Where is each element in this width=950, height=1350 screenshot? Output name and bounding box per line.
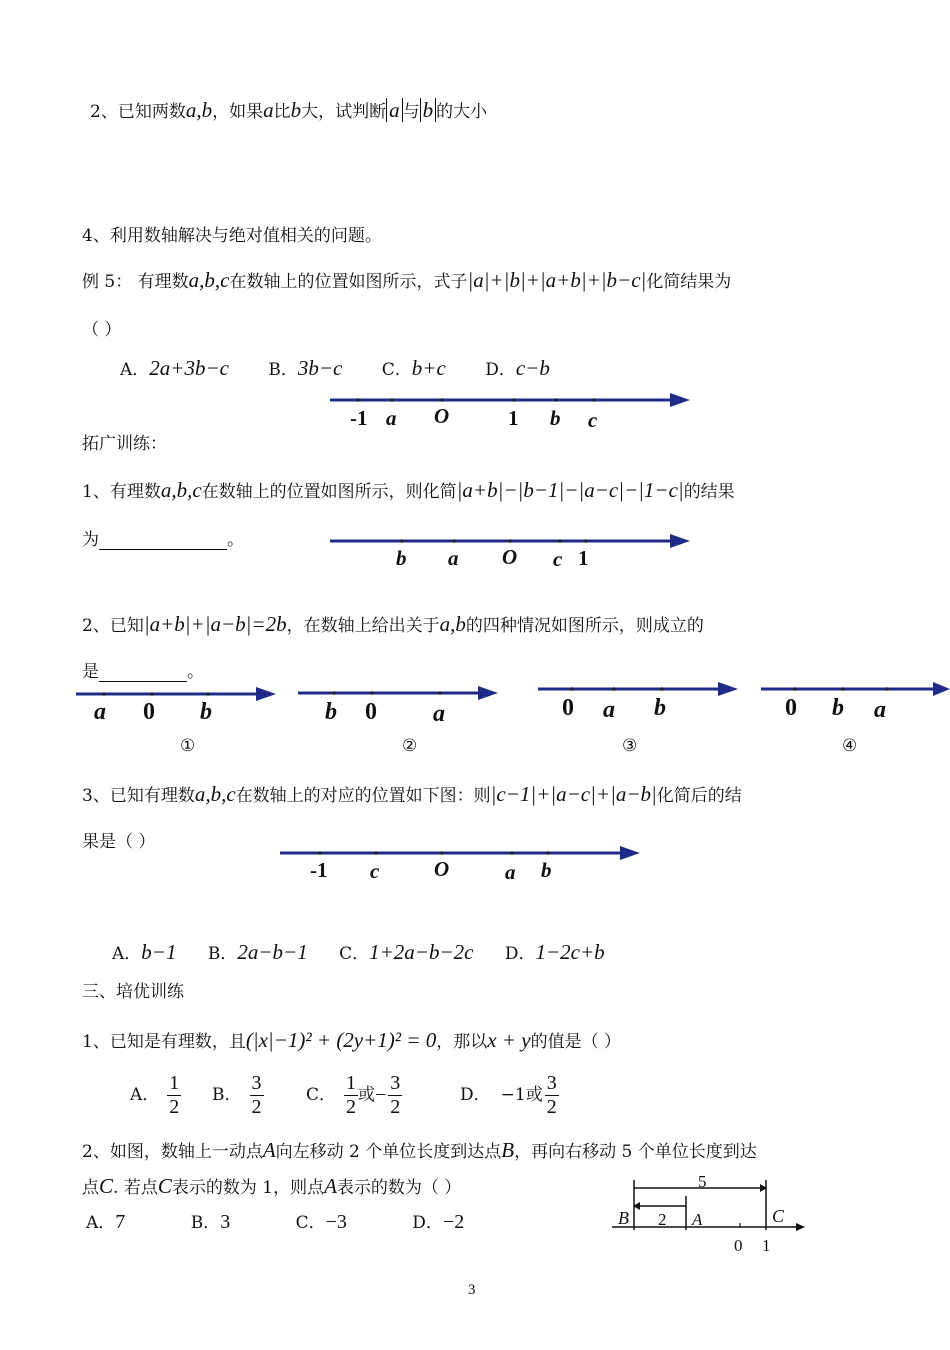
example-5-paren: （ ） bbox=[82, 320, 122, 340]
axis-label: b bbox=[200, 699, 212, 725]
axis-label: b bbox=[541, 858, 552, 882]
axis-label: b bbox=[396, 546, 407, 570]
axis-label: a bbox=[505, 860, 516, 884]
q2-line2: 是 。 bbox=[82, 662, 204, 682]
axis-label: a bbox=[94, 699, 106, 725]
problem-2-text: 2、已知两数a,b，如果a比b大，试判断 a 与 b 的大小 bbox=[90, 98, 488, 122]
option-number: ③ bbox=[622, 736, 638, 756]
figure-label: B bbox=[618, 1208, 629, 1228]
q3-line2: 果是（ ） bbox=[82, 832, 156, 852]
axis-label: a bbox=[386, 406, 397, 430]
axis-label: b bbox=[325, 699, 337, 725]
figure-label: 2 bbox=[658, 1210, 667, 1229]
axis-label: 0 bbox=[562, 695, 574, 721]
t1-text: 1、已知是有理数，且(|x|−1)² + (2y+1)² = 0，那以x + y的值是（ ） bbox=[82, 1028, 621, 1052]
figure-label: 0 bbox=[734, 1236, 743, 1255]
example-5-text: 例 5： 有理数a,b,c在数轴上的位置如图所示，式子|a|+|b|+|a+b|+|b−c|化简结果为 bbox=[82, 268, 732, 292]
axis-label: a bbox=[448, 546, 459, 570]
axis-label: a bbox=[603, 697, 615, 723]
axis-label: O bbox=[434, 857, 450, 881]
axis-label: c bbox=[553, 547, 563, 571]
q1-line2: 为 。 bbox=[82, 530, 244, 550]
t2-options: A．7 B．3 C．−3 D．−2 bbox=[86, 1211, 465, 1233]
axis-label: 0 bbox=[365, 699, 377, 725]
figure-label: 1 bbox=[762, 1236, 771, 1255]
t2-line1: 2、如图，数轴上一动点A向左移动 2 个单位长度到达点B，再向右移动 5 个单位长度到达 bbox=[82, 1138, 757, 1162]
page-number: 3 bbox=[468, 1282, 476, 1298]
axis-label: -1 bbox=[310, 858, 328, 882]
q2-number-line-1 bbox=[76, 684, 278, 704]
section-3-title: 三、培优训练 bbox=[82, 982, 184, 1002]
extension-title: 拓广训练： bbox=[82, 434, 167, 454]
axis-label: 0 bbox=[785, 695, 797, 721]
axis-label: 1 bbox=[578, 546, 589, 570]
axis-label: a bbox=[433, 701, 445, 727]
answer-blank[interactable] bbox=[99, 664, 187, 682]
q2-text: 2、已知|a+b|+|a−b|=2b，在数轴上给出关于a,b的四种情况如图所示，则成立的 bbox=[82, 612, 704, 636]
t1-option-c: C． 1 2 或 − 3 2 bbox=[306, 1072, 401, 1118]
q1-text: 1、有理数a,b,c在数轴上的位置如图所示，则化简|a+b|−|b−1|−|a−c|−|1−c|的结果 bbox=[82, 478, 735, 502]
axis-label: c bbox=[370, 859, 380, 883]
figure-label: C bbox=[772, 1206, 785, 1226]
axis-label: b bbox=[550, 406, 561, 430]
option-number: ① bbox=[180, 736, 196, 756]
axis-label: c bbox=[588, 408, 598, 432]
axis-label: b bbox=[654, 695, 666, 721]
axis-label: O bbox=[502, 545, 518, 569]
axis-label: b bbox=[832, 695, 844, 721]
q3-text: 3、已知有理数a,b,c在数轴上的对应的位置如下图：则|c−1|+|a−c|+|a−b|化简后的结 bbox=[82, 782, 742, 806]
answer-blank[interactable] bbox=[99, 532, 227, 550]
t1-option-d: D． −1或 3 2 bbox=[460, 1072, 557, 1118]
axis-label: 1 bbox=[508, 406, 519, 430]
figure-label: A bbox=[692, 1210, 703, 1229]
example-5-options: A．2a+3b−c B．3b−c C．b+c D．c−b bbox=[120, 356, 550, 380]
axis-label: a bbox=[874, 697, 886, 723]
q3-options: A．b−1 B．2a−b−1 C．1+2a−b−2c D．1−2c+b bbox=[112, 940, 605, 964]
axis-label: -1 bbox=[350, 406, 368, 430]
t1-option-b: B． 3 2 bbox=[212, 1072, 262, 1118]
axis-label: 0 bbox=[143, 699, 155, 725]
figure-label: 5 bbox=[698, 1172, 707, 1191]
t2-line2: 点C. 若点C表示的数为 1，则点A表示的数为（ ） bbox=[82, 1174, 462, 1198]
option-number: ② bbox=[402, 736, 418, 756]
option-number: ④ bbox=[842, 736, 858, 756]
axis-label: O bbox=[434, 404, 450, 428]
section-4-title: 4、利用数轴解决与绝对值相关的问题。 bbox=[82, 226, 382, 246]
t1-option-a: A． 1 2 bbox=[130, 1072, 180, 1118]
q3-number-line bbox=[280, 843, 642, 863]
